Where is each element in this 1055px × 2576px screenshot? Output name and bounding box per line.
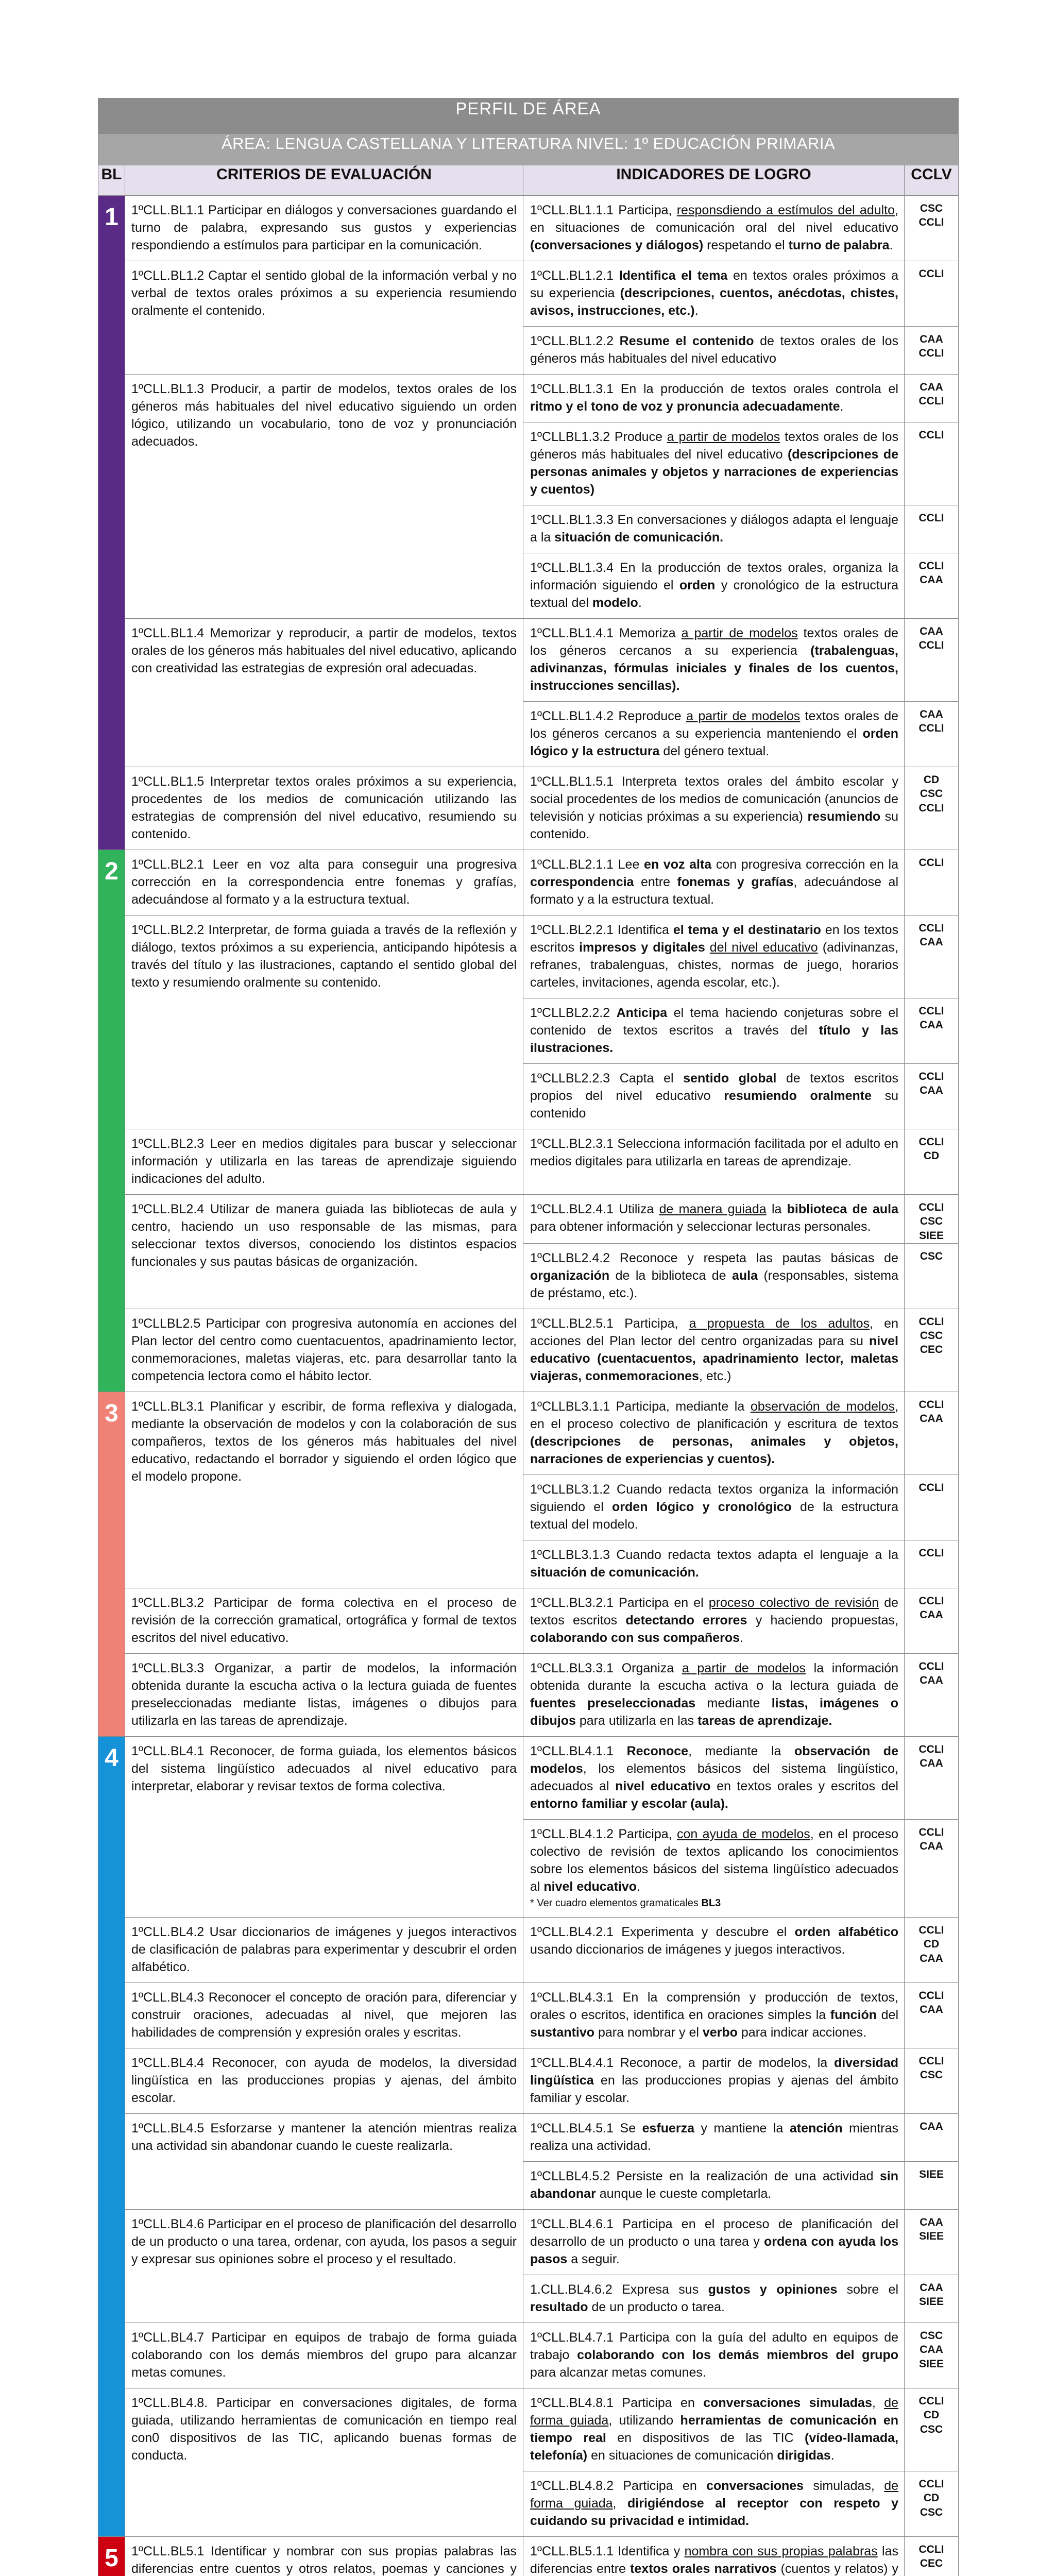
competence-codes: SIEE — [919, 2168, 944, 2181]
indicator-cell — [523, 2210, 905, 2275]
competence-cell — [905, 619, 959, 702]
indicator-cell — [523, 1195, 905, 1244]
indicator-text: 1ºCLLBL2.2.2 Anticipa el tema haciendo conjeturas sobre el contenido de textos escritos a través del título y las ilustraciones. — [530, 1006, 898, 1055]
criterion-cell — [125, 2114, 523, 2210]
competence-cell — [905, 1243, 959, 1309]
indicator-text: 1ºCLL.BL3.2.1 Participa en el proceso colectivo de revisión de textos escritos detectando errores y haciendo propuestas, colaborando con sus compañeros. — [530, 1595, 899, 1645]
indicator-note: * Ver cuadro elementos gramaticales BL3 — [530, 1897, 721, 1909]
block-marker-4 — [98, 1736, 125, 2536]
competence-codes: CCLI CEC — [918, 2544, 944, 2570]
competence-cell — [905, 2210, 959, 2275]
competence-codes: CCLI CAA — [918, 1743, 944, 1770]
indicator-cell — [523, 196, 905, 261]
indicator-cell — [523, 261, 905, 327]
column-header-cclv: CCLV — [905, 165, 959, 196]
competence-cell — [905, 375, 959, 422]
competence-codes: CCLI CAA — [918, 1990, 944, 2016]
indicator-text: 1.CLL.BL4.6.2 Expresa sus gustos y opiniones sobre el resultado de un producto o tarea. — [530, 2282, 899, 2315]
table-row — [98, 916, 959, 998]
competence-cell — [905, 1736, 959, 1819]
indicator-cell — [523, 1653, 905, 1736]
profile-table — [98, 98, 959, 2576]
competence-codes: CCLI CD CAA — [918, 1924, 944, 1964]
table-row — [98, 2323, 959, 2388]
criterion-cell — [125, 375, 523, 619]
table-row — [98, 2537, 959, 2576]
table-row — [98, 1983, 959, 2048]
competence-codes: CCLI CSC SIEE — [918, 1201, 944, 1242]
block-number: 4 — [105, 1744, 118, 1772]
indicator-text: 1ºCLL.BL1.4.2 Reproduce a partir de modelos textos orales de los géneros cercanos a su experiencia manteniendo el orden lógico y la estructura del género textual. — [530, 709, 898, 758]
criterion-text: 1ºCLL.BL3.3 Organizar, a partir de modelos, la información obtenida durante la escucha activa o la lectura guiada de fuentes preseleccionadas mediante listas, imágenes o dibujos para utilizarla en las tareas de aprendizaje. — [131, 1660, 517, 1728]
indicator-text: 1ºCLLBL3.1.1 Participa, mediante la observación de modelos, en el proceso colectivo de planificación y escritura de textos (descripciones de personas, animales y objetos, narraciones de experiencias y cuentos). — [530, 1399, 899, 1466]
indicator-text: 1ºCLLBL3.1.2 Cuando redacta textos organiza la información siguiendo el orden lógico y cronológico de la estructura textual del modelo. — [530, 1482, 898, 1532]
indicator-text: 1ºCLL.BL2.4.1 Utiliza de manera guiada la biblioteca de aula para obtener información y seleccionar lecturas personales. — [530, 1202, 899, 1234]
table-row — [98, 1918, 959, 1983]
indicator-text: 1ºCLLBL1.3.2 Produce a partir de modelos textos orales de los géneros más habituales del nivel educativo (descripciones de personas animales y objetos y narraciones de experiencias y cuentos) — [530, 430, 898, 497]
table-row — [98, 2388, 959, 2471]
column-header-criterios: CRITERIOS DE EVALUACIÓN — [125, 165, 523, 196]
indicator-text: 1ºCLL.BL1.3.3 En conversaciones y diálogos adapta el lenguaje a la situación de comunicación. — [530, 513, 898, 545]
competence-cell — [905, 767, 959, 850]
indicator-cell — [523, 2048, 905, 2114]
indicator-cell — [523, 422, 905, 505]
indicator-text: 1ºCLL.BL4.6.1 Participa en el proceso de planificación del desarrollo de un producto o una tarea y ordena con ayuda los pasos a seguir. — [530, 2217, 898, 2267]
competence-codes: CCLI CAA — [918, 1005, 944, 1031]
indicator-cell — [523, 2114, 905, 2162]
criterion-cell — [125, 1392, 523, 1588]
criterion-cell — [125, 261, 523, 375]
table-body — [98, 196, 959, 2576]
competence-cell — [905, 196, 959, 261]
block-marker-2 — [98, 850, 125, 1392]
table-row — [98, 2210, 959, 2275]
table-row — [98, 261, 959, 327]
competence-cell — [905, 1392, 959, 1475]
block-marker-1 — [98, 196, 125, 850]
criterion-text: 1ºCLL.BL4.3 Reconocer el concepto de oración para, diferenciar y construir oraciones, adecuadas al nivel, que mejoren las habilidades de comprensión y expresión orales y escritas. — [131, 1990, 517, 2040]
competence-codes: CCLI CAA — [918, 560, 944, 586]
competence-codes: CCLI CD CSC — [918, 2478, 944, 2518]
competence-cell — [905, 998, 959, 1064]
competence-codes: CCLI CAA — [918, 1595, 944, 1621]
indicator-cell — [523, 2162, 905, 2210]
criterion-text: 1ºCLL.BL2.3 Leer en medios digitales para buscar y seleccionar información y utilizarla en las tareas de aprendizaje siguiendo indicaciones del adulto. — [131, 1137, 517, 1186]
competence-cell — [905, 1983, 959, 2048]
criterion-cell — [125, 2323, 523, 2388]
indicator-text: 1ºCLL.BL1.1.1 Participa, responsdiendo a estímulos del adulto, en situaciones de comunicación oral del nivel educativo (conversaciones y diálogos) respetando el turno de palabra. — [530, 203, 898, 252]
indicator-cell — [523, 553, 905, 619]
indicator-cell — [523, 2275, 905, 2323]
column-header-indicadores: INDICADORES DE LOGRO — [523, 165, 905, 196]
competence-cell — [905, 1588, 959, 1653]
competence-cell — [905, 2537, 959, 2576]
criterion-cell — [125, 916, 523, 1129]
competence-cell — [905, 2162, 959, 2210]
indicator-text: 1ºCLL.BL4.7.1 Participa con la guía del adulto en equipos de trabajo colaborando con los demás miembros del grupo para alcanzar metas comunes. — [530, 2330, 898, 2380]
table-row — [98, 1392, 959, 1475]
indicator-text: 1ºCLL.BL4.5.1 Se esfuerza y mantiene la atención mientras realiza una actividad. — [530, 2121, 898, 2154]
indicator-text: 1ºCLL.BL2.2.1 Identifica el tema y el destinatario en los textos escritos impresos y digitales del nivel educativo (adivinanzas, refranes, trabalenguas, chistes, normas de juego, horarios carteles, invitaciones, agenda escolar, etc.). — [530, 923, 898, 990]
profile-sheet — [98, 98, 958, 2576]
indicator-text: 1ºCLL.BL1.3.4 En la producción de textos orales, organiza la información siguiendo el orden y cronológico de la estructura textual del modelo. — [530, 561, 898, 610]
competence-codes: CAA SIEE — [919, 2216, 944, 2243]
criterion-text: 1ºCLL.BL2.1 Leer en voz alta para conseguir una progresiva corrección en la correspondencia entre fonemas y grafías, adecuándose al formato y a la estructura textual. — [131, 857, 517, 907]
indicator-cell — [523, 1309, 905, 1392]
indicator-text: 1ºCLL.BL2.1.1 Lee en voz alta con progresiva corrección en la correspondencia entre fonemas y grafías, adecuándose al formato y a la estructura textual. — [530, 857, 899, 907]
competence-cell — [905, 1819, 959, 1917]
page-title: PERFIL DE ÁREA — [98, 98, 959, 134]
competence-codes: CCLI — [918, 1547, 944, 1559]
competence-cell — [905, 1475, 959, 1540]
competence-codes: CCLI — [918, 1481, 944, 1494]
block-marker-3 — [98, 1392, 125, 1736]
table-row — [98, 1309, 959, 1392]
criterion-text: 1ºCLL.BL4.8. Participar en conversaciones digitales, de forma guiada, utilizando herramientas de comunicación en tiempo real con0 dispositivos de las TIC, aplicando buenas formas de conducta. — [131, 2396, 517, 2463]
criterion-cell — [125, 850, 523, 916]
competence-codes: CAA CCLI — [918, 625, 944, 652]
competence-cell — [905, 553, 959, 619]
competence-cell — [905, 2388, 959, 2471]
criterion-text: 1ºCLL.BL1.1 Participar en diálogos y conversaciones guardando el turno de palabra, expresando sus gustos y experiencias respondiendo a estímulos para participar en la comunicación. — [131, 203, 517, 252]
indicator-text: 1ºCLL.BL4.8.1 Participa en conversaciones simuladas, de forma guiada, utilizando herramientas de comunicación en tiempo real en dispositivos de las TIC (vídeo-llamada, telefonía) en situaciones de comunicación dirigidas. — [530, 2396, 899, 2463]
indicator-text: 1ºCLL.BL2.5.1 Participa, a propuesta de los adultos, en acciones del Plan lector del centro organizadas para su nivel educativo (cuentacuentos, apadrinamiento lector, maletas viajeras, conmemoraciones, etc.) — [530, 1316, 898, 1383]
indicator-cell — [523, 1588, 905, 1653]
indicator-cell — [523, 1475, 905, 1540]
table-row — [98, 196, 959, 261]
competence-codes: CCLI CSC CEC — [918, 1315, 944, 1356]
indicator-text: 1ºCLLBL2.4.2 Reconoce y respeta las pautas básicas de organización de la biblioteca de aula (responsables, sistema de préstamo, etc.). — [530, 1250, 898, 1300]
criterion-cell — [125, 1129, 523, 1195]
competence-codes: CCLI CSC — [918, 2055, 944, 2081]
competence-codes: CSC CCLI — [918, 202, 944, 229]
competence-cell — [905, 1540, 959, 1588]
criterion-text: 1ºCLL.BL4.7 Participar en equipos de trabajo de forma guiada colaborando con los demás miembros del grupo para alcanzar metas comunes. — [131, 2330, 517, 2380]
competence-codes: CSC CAA SIEE — [919, 2330, 944, 2370]
indicator-cell — [523, 2323, 905, 2388]
criterion-cell — [125, 196, 523, 261]
criterion-text: 1ºCLL.BL1.2 Captar el sentido global de la información verbal y no verbal de textos orales próximos a su experiencia resumiendo oralmente el contenido. — [131, 268, 517, 318]
indicator-text: 1ºCLL.BL4.8.2 Participa en conversaciones simuladas, de forma guiada, dirigiéndose al receptor con respeto y cuidando su privacidad e intimidad. — [530, 2479, 899, 2529]
indicator-cell — [523, 2471, 905, 2537]
competence-cell — [905, 2471, 959, 2537]
table-row — [98, 1588, 959, 1653]
indicator-text: 1ºCLL.BL2.3.1 Selecciona información facilitada por el adulto en medios digitales para utilizarla en tareas de aprendizaje. — [530, 1137, 898, 1168]
indicator-text: 1ºCLL.BL4.1.2 Participa, con ayuda de modelos, en el proceso colectivo de revisión de textos aplicando los conocimientos sobre los elementos básicos del sistema lingüístico adecuados al nivel educativo. * Ver cuadro elementos gramaticales BL3 — [524, 1820, 904, 1917]
competence-codes: CD CSC CCLI — [918, 774, 944, 814]
criterion-text: 1ºCLL.BL4.1 Reconocer, de forma guiada, los elementos básicos del sistema lingüístico adecuados al nivel educativo para interpretar, elaborar y revisar textos de forma colectiva. — [131, 1743, 517, 1793]
competence-codes: CCLI — [918, 857, 944, 869]
competence-codes: CAA CCLI — [918, 333, 944, 360]
indicator-text: 1ºCLL.BL1.4.1 Memoriza a partir de modelos textos orales de los géneros cercanos a su experiencia (trabalenguas, adivinanzas, fórmulas iniciales y finales de los cuentos, instrucciones sencillas). — [530, 626, 898, 693]
competence-cell — [905, 702, 959, 767]
competence-codes: CCLI CAA — [918, 1398, 944, 1425]
indicator-cell — [523, 327, 905, 375]
competence-cell — [905, 1195, 959, 1244]
criterion-text: 1ºCLL.BL4.6 Participar en el proceso de planificación del desarrollo de un producto o una tarea, ordenar, con ayuda, los pasos a seguir y expresar sus opiniones sobre el proceso y el resultado. — [131, 2217, 517, 2267]
area-subtitle: ÁREA: LENGUA CASTELLANA Y LITERATURA NIVEL: 1º EDUCACIÓN PRIMARIA — [98, 134, 959, 165]
criterion-cell — [125, 1653, 523, 1736]
block-number: 1 — [105, 204, 118, 231]
indicator-text: 1ºCLLBL3.1.3 Cuando redacta textos adapta el lenguaje a la situación de comunicación. — [530, 1547, 898, 1580]
criterion-cell — [125, 1309, 523, 1392]
table-row — [98, 619, 959, 702]
criterion-cell — [125, 1983, 523, 2048]
competence-cell — [905, 261, 959, 327]
table-row — [98, 850, 959, 916]
indicator-cell — [523, 2537, 905, 2576]
indicator-cell — [523, 998, 905, 1064]
competence-cell — [905, 327, 959, 375]
indicator-text: 1ºCLL.BL1.2.1 Identifica el tema en textos orales próximos a su experiencia (descripciones, cuentos, anécdotas, chistes, avisos, instrucciones, etc.). — [530, 268, 898, 318]
table-row — [98, 1653, 959, 1736]
competence-cell — [905, 1653, 959, 1736]
criterion-cell — [125, 2210, 523, 2323]
indicator-text: 1ºCLL.BL3.3.1 Organiza a partir de modelos la información obtenida durante la escucha activa o la lectura guiada de fuentes preseleccionadas mediante listas, imágenes o dibujos para utilizarla en las tareas de aprendizaje. — [530, 1660, 898, 1728]
indicator-cell — [523, 375, 905, 422]
criterion-text: 1ºCLL.BL4.5 Esforzarse y mantener la atención mientras realiza una actividad sin abandonar cuando le cueste realizarla. — [131, 2121, 517, 2154]
indicator-text: 1ºCLL.BL4.1.1 Reconoce, mediante la observación de modelos, los elementos básicos del sistema lingüístico, adecuados al nivel educativo en textos orales y escritos del entorno familiar y escolar (aula). — [530, 1743, 898, 1811]
indicator-cell — [523, 1983, 905, 2048]
criterion-text: 1ºCLL.BL4.4 Reconocer, con ayuda de modelos, la diversidad lingüística en las producciones propias y ajenas, del ámbito escolar. — [131, 2056, 517, 2106]
block-number: 3 — [105, 1399, 118, 1427]
competence-cell — [905, 1918, 959, 1983]
table-row — [98, 2048, 959, 2114]
competence-codes: CSC — [920, 1250, 943, 1262]
indicator-text: 1ºCLL.BL1.3.1 En la producción de textos orales controla el ritmo y el tono de voz y pronuncia adecuadamente. — [530, 382, 898, 414]
indicator-cell — [523, 1540, 905, 1588]
criterion-text: 1ºCLL.BL4.2 Usar diccionarios de imágenes y juegos interactivos de clasificación de palabras para experimentar y descubrir el orden alfabético. — [131, 1925, 517, 1975]
indicator-text: 1ºCLL.BL1.2.2 Resume el contenido de textos orales de los géneros más habituales del nivel educativo — [530, 334, 898, 366]
indicator-cell — [523, 702, 905, 767]
criterion-cell — [125, 1918, 523, 1983]
criterion-text: 1ºCLL.BL2.4 Utilizar de manera guiada las bibliotecas de aula y centro, haciendo un uso responsable de las mismas, para seleccionar textos diversos, conociendo los distintos espacios funcionales y sus pautas básicas de organización. — [131, 1202, 517, 1269]
competence-codes: CAA CCLI — [918, 381, 944, 408]
competence-cell — [905, 2275, 959, 2323]
indicator-cell — [523, 850, 905, 916]
criterion-cell — [125, 2048, 523, 2114]
criterion-text: 1ºCLLBL2.5 Participar con progresiva autonomía en acciones del Plan lector del centro como cuentacuentos, apadrinamiento lector, conmemoraciones, maletas viajeras, etc. para desarrollar tanto la competencia lectora como el hábito lector. — [131, 1316, 517, 1383]
indicator-text: 1ºCLLBL2.2.3 Capta el sentido global de textos escritos propios del nivel educativo resumiendo oralmente su contenido — [530, 1071, 898, 1121]
competence-codes: CCLI — [918, 429, 944, 441]
competence-cell — [905, 2048, 959, 2114]
indicator-text: 1ºCLL.BL4.4.1 Reconoce, a partir de modelos, la diversidad lingüística en las producciones propias y ajenas del ámbito familiar y escolar. — [530, 2056, 898, 2106]
indicator-text: 1ºCLL.BL5.1.1 Identifica y nombra con sus propias palabras las diferencias entre textos orales narrativos (cuentos y relatos) y — [530, 2544, 899, 2576]
competence-cell — [905, 2323, 959, 2388]
indicator-cell — [523, 767, 905, 850]
competence-codes: CAA SIEE — [919, 2282, 944, 2308]
column-header-bl: BL — [98, 165, 125, 196]
criterion-cell — [125, 619, 523, 767]
indicator-text: 1ºCLL.BL4.2.1 Experimenta y descubre el orden alfabético usando diccionarios de imágenes y juegos interactivos. — [530, 1925, 899, 1957]
competence-cell — [905, 505, 959, 553]
table-row — [98, 1736, 959, 1819]
table-row — [98, 375, 959, 422]
competence-codes: CCLI CAA — [918, 1826, 944, 1853]
indicator-text: 1ºCLL.BL1.5.1 Interpreta textos orales del ámbito escolar y social procedentes de los medios de comunicación (anuncios de televisión y noticias próximas a su experiencia) resumiendo su contenido. — [530, 774, 898, 841]
table-row — [98, 1129, 959, 1195]
criterion-text: 1ºCLL.BL1.3 Producir, a partir de modelos, textos orales de los géneros más habituales del nivel educativo siguiendo un orden lógico, utilizando un vocabulario, tono de voz y pronunciación adecuados. — [131, 382, 517, 449]
competence-codes: CCLI CD CSC — [918, 2395, 944, 2435]
competence-cell — [905, 422, 959, 505]
criterion-text: 1ºCLL.BL1.5 Interpretar textos orales próximos a su experiencia, procedentes de los medios de comunicación utilizando las estrategias de comprensión del nivel educativo, resumiendo su contenido. — [131, 774, 517, 841]
competence-codes: CCLI CAA — [918, 1071, 944, 1097]
criterion-cell — [125, 1588, 523, 1653]
competence-codes: CCLI CAA — [918, 922, 944, 948]
indicator-cell — [523, 1392, 905, 1475]
criterion-text: 1ºCLL.BL1.4 Memorizar y reproducir, a partir de modelos, textos orales de los géneros más habituales del nivel educativo, aplicando con creatividad las estrategias de expresión oral adecuadas. — [131, 626, 517, 675]
competence-cell — [905, 1129, 959, 1195]
indicator-cell — [523, 619, 905, 702]
competence-codes: CAA — [920, 2121, 943, 2133]
criterion-text: 1ºCLL.BL3.1 Planificar y escribir, de forma reflexiva y dialogada, mediante la observación de modelos y con la colaboración de sus compañeros, textos de los géneros más habituales del nivel educativo, redactando el borrador y siguiendo el orden lógico que el modelo propone. — [131, 1399, 517, 1484]
competence-cell — [905, 1309, 959, 1392]
table-row — [98, 2114, 959, 2162]
criterion-text: 1ºCLL.BL5.1 Identificar y nombrar con sus propias palabras las diferencias entre cuentos y otros relatos, poemas y canciones y — [131, 2544, 517, 2576]
block-marker-5 — [98, 2537, 125, 2576]
competence-codes: CCLI CD — [918, 1136, 944, 1162]
block-number: 2 — [105, 858, 118, 885]
indicator-cell — [523, 1129, 905, 1195]
criterion-cell — [125, 2537, 523, 2576]
indicator-cell — [523, 2388, 905, 2471]
indicator-cell — [523, 505, 905, 553]
criterion-text: 1ºCLL.BL3.2 Participar de forma colectiva en el proceso de revisión de la corrección gramatical, ortográfica y formal de textos escritos del nivel educativo. — [131, 1595, 517, 1645]
indicator-cell — [523, 916, 905, 998]
criterion-cell — [125, 1195, 523, 1309]
indicator-cell — [523, 1064, 905, 1129]
indicator-cell — [523, 1243, 905, 1309]
competence-codes: CAA CCLI — [918, 708, 944, 735]
criterion-cell — [125, 2388, 523, 2537]
competence-cell — [905, 2114, 959, 2162]
indicator-cell — [523, 1819, 905, 1917]
indicator-cell — [523, 1918, 905, 1983]
competence-codes: CCLI — [918, 268, 944, 280]
block-number: 5 — [105, 2545, 118, 2572]
competence-codes: CCLI CAA — [918, 1660, 944, 1687]
table-row — [98, 767, 959, 850]
indicator-text: 1ºCLL.BL4.3.1 En la comprensión y producción de textos, orales o escritos, identifica en oraciones simples la función del sustantivo para nombrar y el verbo para indicar acciones. — [530, 1990, 899, 2040]
criterion-cell — [125, 767, 523, 850]
indicator-cell — [523, 1736, 905, 1819]
competence-cell — [905, 1064, 959, 1129]
criterion-cell — [125, 1736, 523, 1917]
competence-cell — [905, 916, 959, 998]
competence-cell — [905, 850, 959, 916]
indicator-text: 1ºCLLBL4.5.2 Persiste en la realización de una actividad sin abandonar aunque le cueste completarla. — [530, 2169, 898, 2201]
criterion-text: 1ºCLL.BL2.2 Interpretar, de forma guiada a través de la reflexión y diálogo, textos próximos a su experiencia, anticipando hipótesis a través del título y las ilustraciones, captando el sentido global del texto y resumiendo oralmente su contenido. — [131, 923, 517, 990]
competence-codes: CCLI — [918, 512, 944, 524]
table-row — [98, 1195, 959, 1244]
